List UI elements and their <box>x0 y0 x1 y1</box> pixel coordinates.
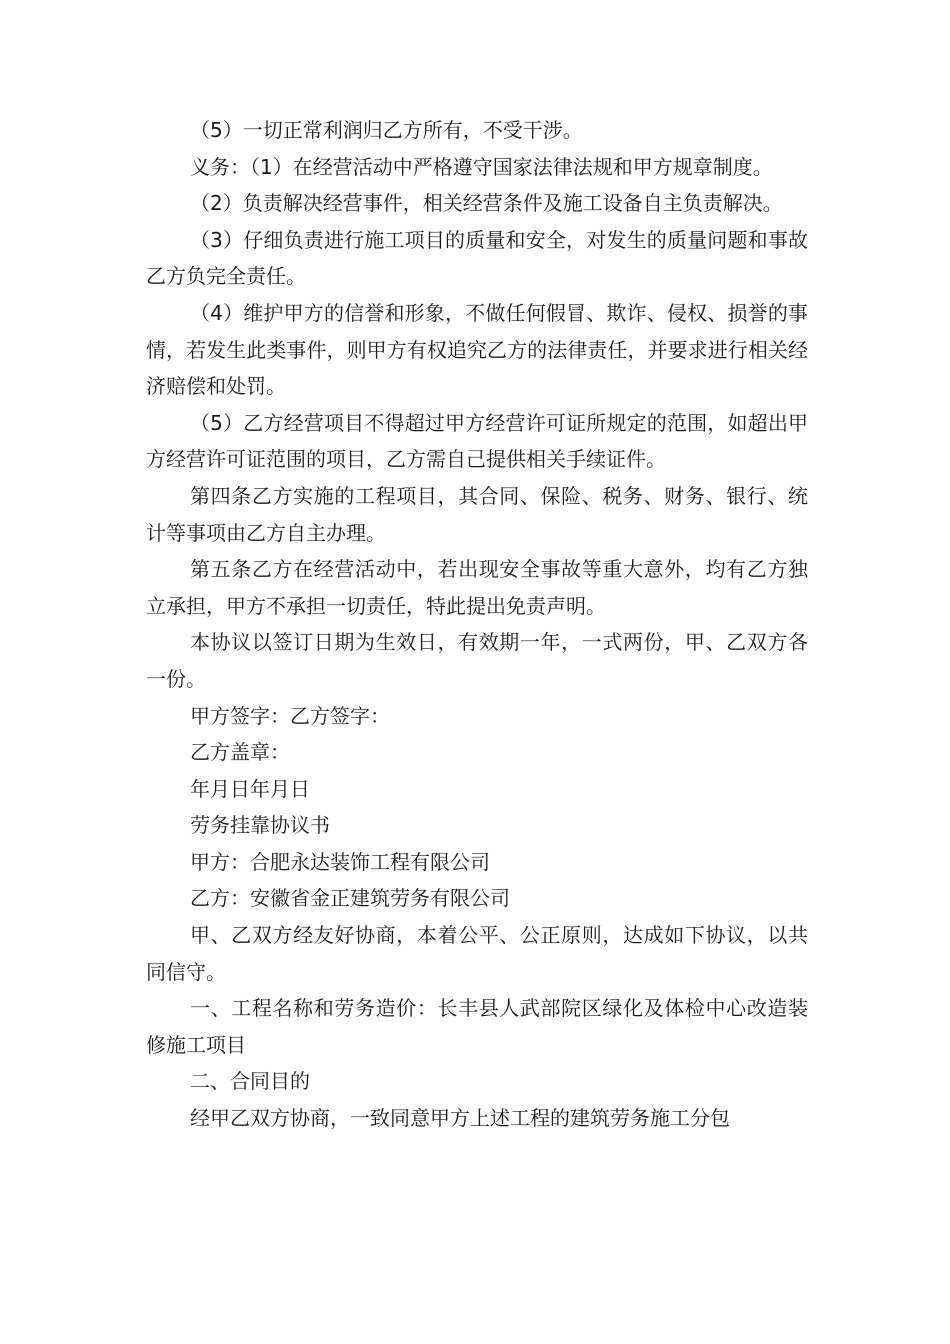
seal-line: 乙方盖章： <box>190 740 290 765</box>
paragraph-validity: 本协议以签订日期为生效日，有效期一年，一式两份，甲、乙双方各一份。 <box>146 630 808 691</box>
document-body <box>146 112 808 1137</box>
paragraph-obligations-4: （4）维护甲方的信誉和形象，不做任何假冒、欺诈、侵权、损誉的事情，若发生此类事件，则甲方有权追究乙方的法律责任，并要求进行相关经济赔偿和处罚。 <box>146 300 808 399</box>
paragraph-obligations-5: （5）乙方经营项目不得超过甲方经营许可证所规定的范围，如超出甲方经营许可证范围的项目，乙方需自己提供相关手续证件。 <box>146 410 808 472</box>
party-a-line: 甲方：合肥永达装饰工程有限公司 <box>190 849 490 874</box>
date-line: 年月日年月日 <box>190 776 310 801</box>
paragraph-profit: （5）一切正常利润归乙方所有，不受干涉。 <box>190 118 583 142</box>
paragraph-article-4: 第四条乙方实施的工程项目，其合同、保险、税务、财务、银行、统计等事项由乙方自主办理。 <box>146 483 808 545</box>
section-1-project: 一、工程名称和劳务造价：长丰县人武部院区绿化及体检中心改造装修施工项目 <box>146 996 808 1057</box>
section-2-body: 经甲乙双方协商，一致同意甲方上述工程的建筑劳务施工分包 <box>190 1106 730 1131</box>
paragraph-obligations-2: （2）负责解决经营事件，相关经营条件及施工设备自主负责解决。 <box>190 191 783 216</box>
signature-line: 甲方签字：乙方签字： <box>190 703 390 728</box>
agreement-title: 劳务挂靠协议书 <box>190 813 330 838</box>
paragraph-preamble: 甲、乙双方经友好协商，本着公平、公正原则，达成如下协议，以共同信守。 <box>146 923 808 984</box>
party-b-line: 乙方：安徽省金正建筑劳务有限公司 <box>190 886 510 911</box>
paragraph-article-5: 第五条乙方在经营活动中，若出现安全事故等重大意外，均有乙方独立承担，甲方不承担一切责任，特此提出免责声明。 <box>146 557 808 618</box>
paragraph-obligations-3: （3）仔细负责进行施工项目的质量和安全，对发生的质量问题和事故乙方负完全责任。 <box>146 227 808 289</box>
section-2-heading: 二、合同目的 <box>190 1069 310 1094</box>
paragraph-obligations-1: 义务：（1）在经营活动中严格遵守国家法律法规和甲方规章制度。 <box>190 154 773 179</box>
